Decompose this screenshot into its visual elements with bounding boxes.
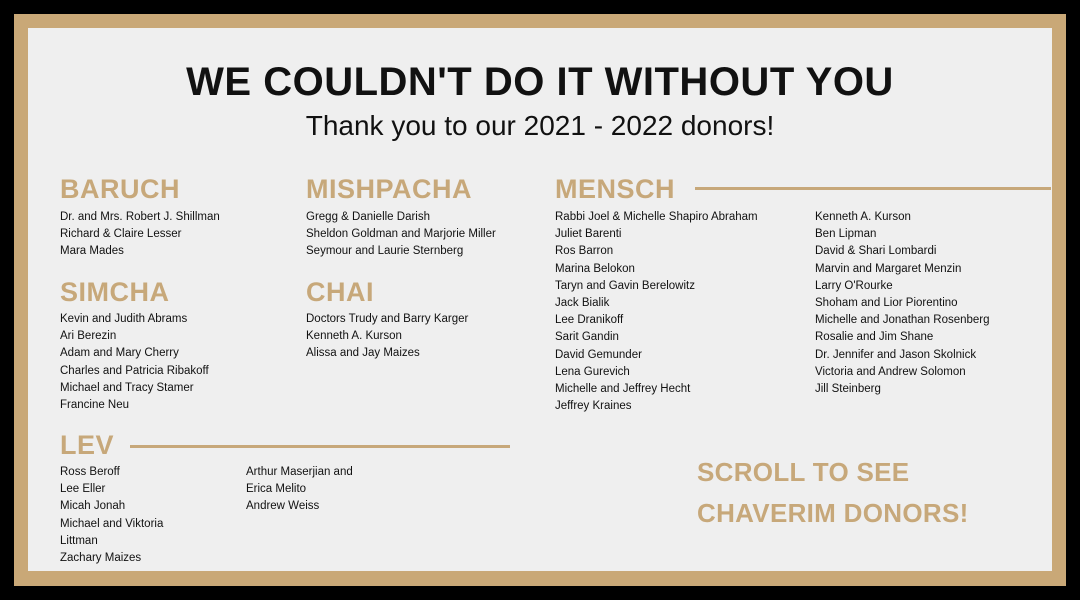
donor-name: David Gemunder [555,348,642,361]
donor-name: Zachary Maizes [60,552,142,565]
donor-name: Alissa and Jay Maizes [306,347,420,360]
simcha-list [60,311,209,414]
lev-heading: LEV [60,430,115,460]
donor-name: Jeffrey Kraines [555,400,632,413]
donor-name: Ros Barron [555,245,614,258]
donor-name: Victoria and Andrew Solomon [815,365,966,378]
donor-name: Lee Dranikoff [555,314,624,327]
donor-name: Michael and Viktoria [60,517,164,530]
donor-name: Andrew Weiss [246,500,320,513]
donor-name: Lee Eller [60,483,106,496]
lev-list-col1 [60,464,163,567]
donor-name: Michelle and Jeffrey Hecht [555,383,691,396]
donor-name: Michelle and Jonathan Rosenberg [815,314,990,327]
donor-name: Jack Bialik [555,297,610,310]
mishpacha-heading: MISHPACHA [306,174,472,204]
donor-name: Taryn and Gavin Berelowitz [555,279,695,292]
donor-name: Jill Steinberg [815,383,881,396]
donor-name: Rabbi Joel & Michelle Shapiro Abraham [555,211,758,223]
donor-name: Mara Mades [60,245,124,258]
donor-name: Charles and Patricia Ribakoff [60,364,209,377]
mensch-divider [695,187,1051,190]
donor-name: Littman [60,534,98,547]
donor-name: Sheldon Goldman and Marjorie Miller [306,228,496,241]
lev-list-col2 [246,464,353,516]
donor-name: Sarit Gandin [555,331,619,344]
donor-name: Ross Beroff [60,466,120,478]
mensch-heading: MENSCH [555,174,676,204]
scroll-cta [697,452,969,534]
donor-name: Arthur Maserjian and [246,466,353,478]
donor-name: Lena Gurevich [555,365,630,378]
chai-heading: CHAI [306,277,374,307]
donor-name: Marvin and Margaret Menzin [815,262,962,275]
donor-name: Erica Melito [246,483,307,496]
donor-name: Adam and Mary Cherry [60,347,179,360]
donor-name: Ari Berezin [60,330,117,343]
mensch-list-col2 [815,209,990,398]
baruch-list [60,209,220,261]
donor-name: Larry O'Rourke [815,279,893,292]
simcha-heading: SIMCHA [60,277,170,307]
donor-name: Francine Neu [60,399,130,412]
donor-name: Micah Jonah [60,500,126,513]
baruch-heading: BARUCH [60,174,180,204]
donor-name: Dr. and Mrs. Robert J. Shillman [60,211,220,223]
donor-name: Ben Lipman [815,228,877,241]
donor-name: Kevin and Judith Abrams [60,313,188,325]
donor-name: Shoham and Lior Piorentino [815,297,958,310]
donor-name: Michael and Tracy Stamer [60,381,194,394]
donor-name: Gregg & Danielle Darish [306,211,431,223]
lev-divider [130,445,510,448]
page-subtitle: Thank you to our 2021 - 2022 donors! [305,110,775,141]
donor-name: Seymour and Laurie Sternberg [306,245,464,258]
page-title: WE COULDN'T DO IT WITHOUT YOU [186,60,894,104]
chai-list [306,311,468,363]
donor-name: David & Shari Lombardi [815,245,937,258]
donor-name: Rosalie and Jim Shane [815,331,934,344]
donor-name: Kenneth A. Kurson [306,330,402,343]
donor-name: Juliet Barenti [555,228,622,241]
donor-name: Richard & Claire Lesser [60,228,182,241]
donor-name: Marina Belokon [555,262,635,275]
donor-name: Doctors Trudy and Barry Karger [306,313,469,325]
cta-line-1: SCROLL TO SEE [697,457,910,487]
cta-line-2: CHAVERIM DONORS! [697,498,969,528]
mishpacha-list [306,209,496,261]
mensch-list-col1 [555,209,758,415]
donor-name: Dr. Jennifer and Jason Skolnick [815,348,977,361]
donor-name: Kenneth A. Kurson [815,211,911,223]
